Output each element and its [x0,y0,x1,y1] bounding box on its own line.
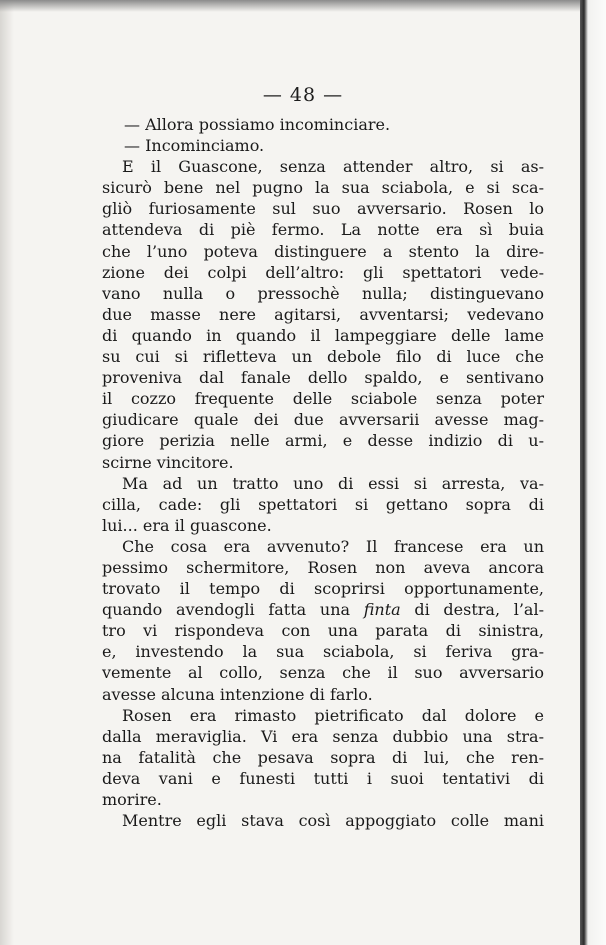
text-line: E il Guascone, senza attender altro, si as- [122,157,544,177]
text-line: che l’uno poteva distinguere a stento la dire- [102,241,544,261]
text-line: morire. [102,790,162,809]
page-number: — 48 — [262,84,344,106]
text-line: pessimo schermitore, Rosen non aveva ancora [102,557,544,577]
text-line: e, investendo la sua sciabola, si feriva gra- [102,642,544,662]
text-line: quando avendogli fatta una finta di destra, l’al- [102,600,544,620]
text-line: — Incominciamo. [124,136,265,156]
text-line: deva vani e funesti tutti i suoi tentativi di [102,768,544,788]
text-line: proveniva dal fanale dello spaldo, e sentivano [102,368,544,388]
text-line: Ma ad un tratto uno di essi si arresta, va- [122,473,544,493]
text-line: tro vi rispondeva con una parata di sinistra, [102,621,544,641]
text-line: su cui si rifletteva un debole filo di luce che [102,347,544,367]
text-line: giore perizia nelle armi, e desse indizio di u- [102,431,544,451]
text-line: il cozzo frequente delle sciabole senza poter [102,389,544,409]
text-line: avesse alcuna intenzione di farlo. [102,684,373,704]
text-line: na fatalità che pesava sopra di lui, che ren- [102,747,544,767]
text-line: vano nulla o pressochè nulla; distinguevano [102,283,544,303]
text-line: di quando in quando il lampeggiare delle lame [102,325,544,345]
text-line: due masse nere agitarsi, avventarsi; vedevano [102,304,544,324]
text-line: Rosen era rimasto pietrificato dal dolore e [122,705,544,725]
text-line: trovato il tempo di scoprirsi opportunamente, [102,579,544,599]
text-line: cilla, cade: gli spettatori si gettano sopra di [102,494,544,514]
text-line: — Allora possiamo incominciare. [124,115,391,134]
page-left-shadow [0,0,14,945]
text-line: attendeva di piè fermo. La notte era sì buia [102,220,544,240]
text-line: sicurò bene nel pugno la sua sciabola, e si sca- [102,178,544,198]
text-line: giudicare quale dei due avversarii avesse mag- [102,410,544,430]
italic-word: finta [363,600,401,620]
text-line: lui... era il guascone. [102,515,272,535]
text-line: vemente al collo, senza che il suo avversario [102,663,544,683]
text-line: Che cosa era avvenuto? Il francese era un [122,536,544,556]
text-line: scirne vincitore. [102,452,234,472]
page-binding-edge [580,0,606,945]
body-text [102,114,544,831]
text-line: zione dei colpi dell’altro: gli spettatori vede- [102,262,544,282]
text-line: dalla meraviglia. Vi era senza dubbio una stra- [102,726,544,746]
page-top-shadow [0,0,580,12]
text-line: gliò furiosamente sul suo avversario. Rosen lo [102,199,544,219]
text-line: Mentre egli stava così appoggiato colle mani [122,811,544,831]
